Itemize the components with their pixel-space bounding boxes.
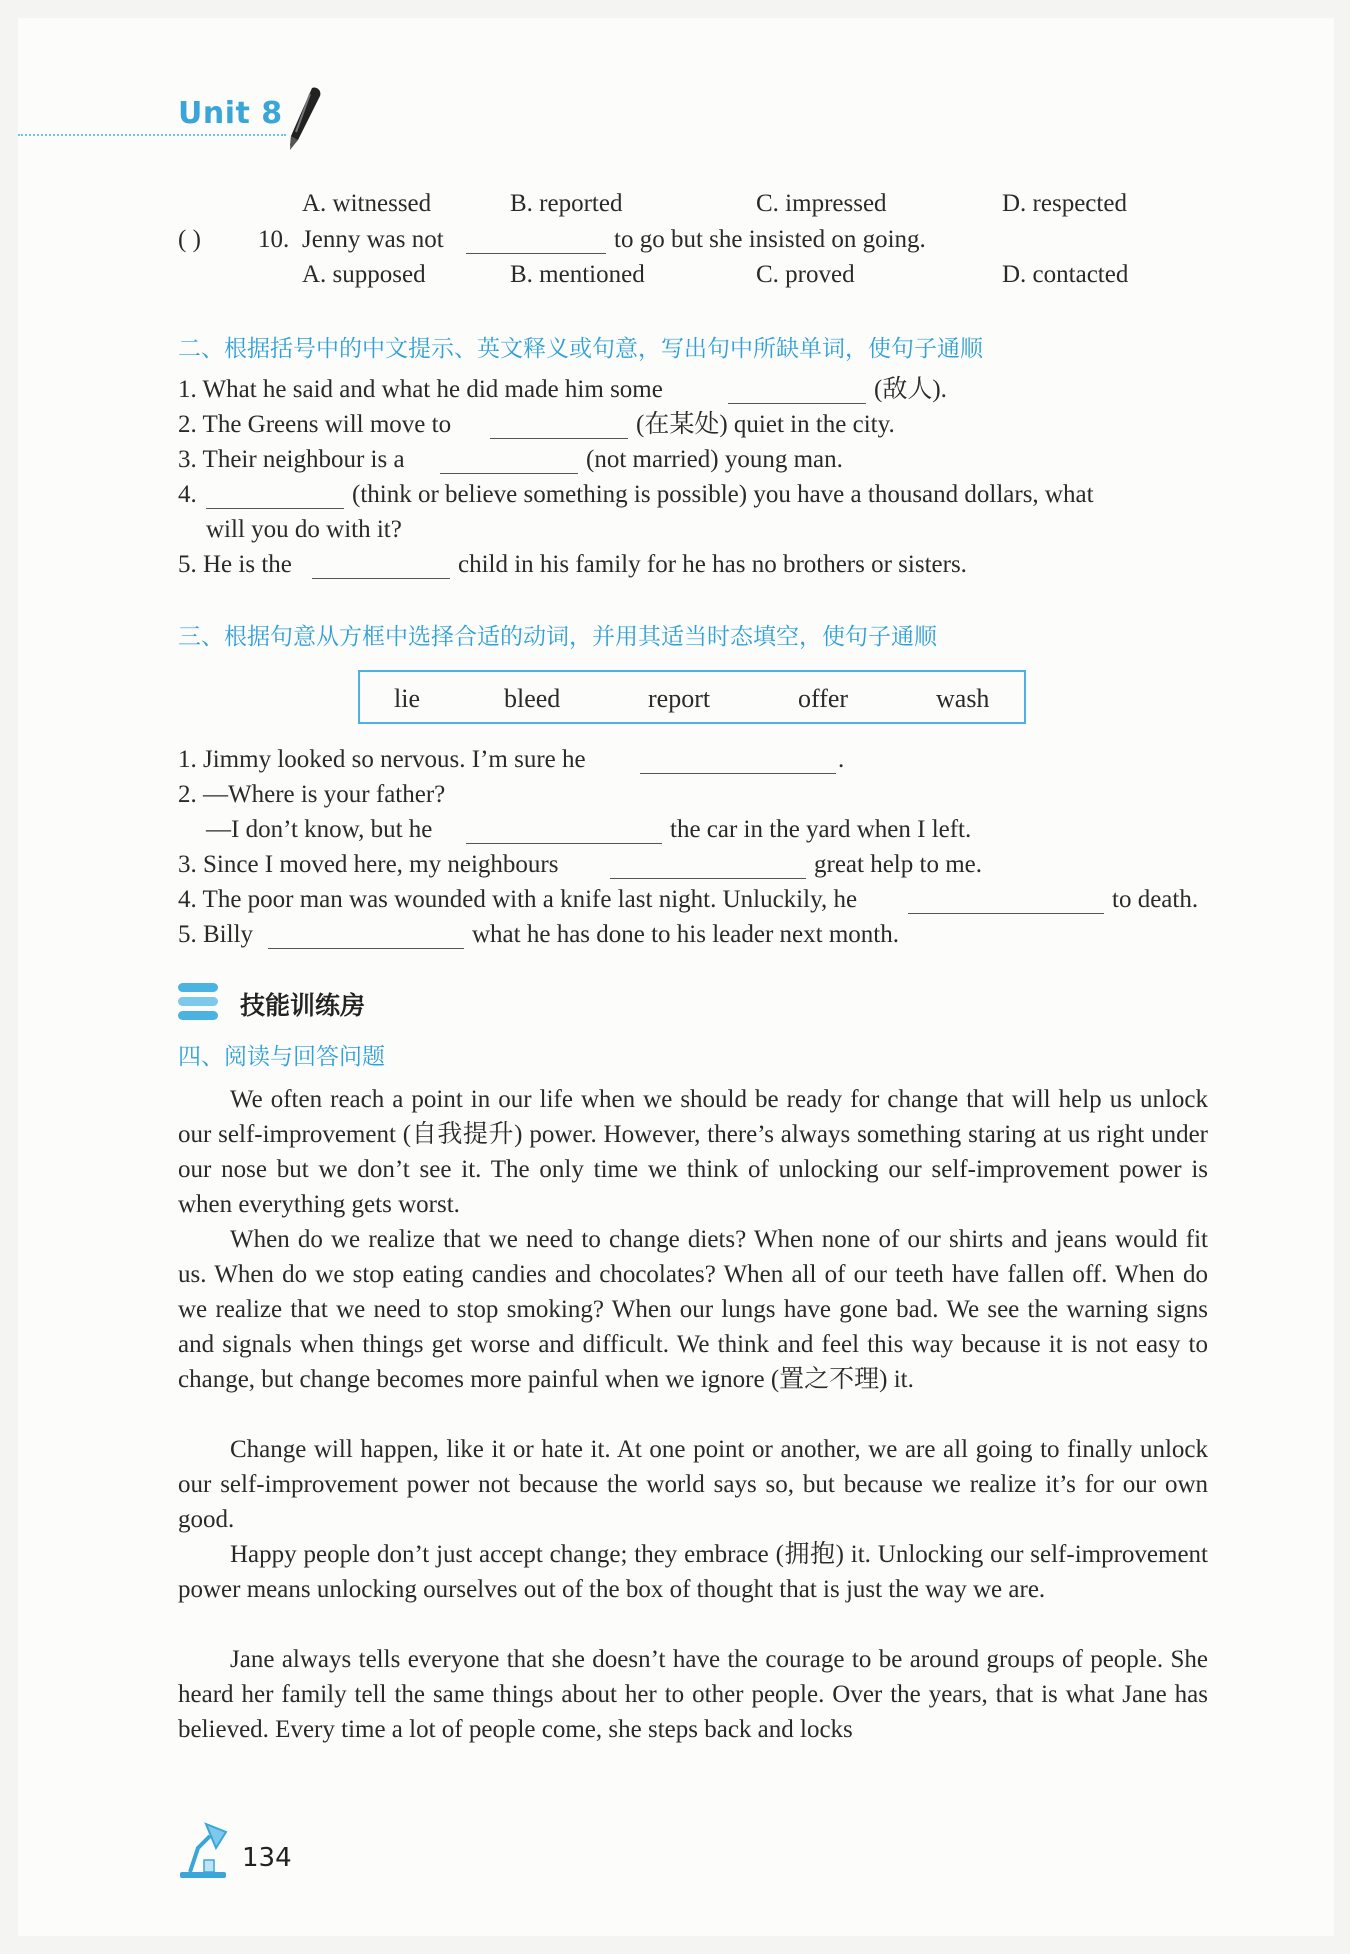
s3-item2-blank [466, 842, 662, 844]
s2-item3-before: 3. Their neighbour is a [178, 446, 405, 473]
s2-item1-after: (敌人). [874, 376, 947, 403]
s2-item3-blank [440, 472, 578, 474]
header-rule [18, 134, 286, 136]
q10-option-b: B. mentioned [510, 261, 645, 288]
skills-title: 技能训练房 [240, 991, 366, 1020]
s3-item4-blank [908, 912, 1104, 914]
word-lie: lie [394, 684, 420, 713]
q9-option-a: A. witnessed [302, 190, 432, 217]
q10-blank [466, 252, 606, 254]
desk-lamp-icon [176, 1818, 232, 1882]
s2-item4-cont: will you do with it? [206, 516, 402, 543]
s3-item2-answer-before: —I don’t know, but he [206, 816, 433, 843]
unit-title: Unit 8 [178, 96, 283, 131]
s3-item1-blank [640, 772, 836, 774]
s3-item1-before: 1. Jimmy looked so nervous. I’m sure he [178, 746, 586, 773]
q10-text-after: to go but she insisted on going. [614, 226, 926, 253]
reading-paragraph-3: Change will happen, like it or hate it. At one point or another, we are all going to finally unlock our self-improvement power not because the world says so, but because we realize it’s for our own good. [178, 1436, 1208, 1533]
word-offer: offer [798, 684, 849, 713]
reading-paragraph-1: We often reach a point in our life when we should be ready for change that will help us unlock our self-improvement (自我提升) power. However, there’s always something staring at us right under our nose but we don’t see it. The only time we think of unlocking our self-improvement power is when everything gets worst. [178, 1086, 1208, 1218]
s2-item1-blank [728, 402, 866, 404]
q10-option-a: A. supposed [302, 261, 426, 288]
reading-paragraph-5: Jane always tells everyone that she doesn’t have the courage to be around groups of people. She heard her family tell the same things about her to other people. Over the years, that is what Jane has believed. Every time a lot of people come, she steps back and locks [178, 1646, 1208, 1743]
skills-section-icon [176, 980, 222, 1024]
s2-item4-blank [206, 507, 344, 509]
s3-item1-after: . [838, 746, 845, 773]
s3-item2-question: 2. —Where is your father? [178, 781, 446, 808]
page-number: 134 [242, 1843, 292, 1873]
q9-option-b: B. reported [510, 190, 623, 217]
s2-item4-number: 4. [178, 481, 197, 508]
pen-icon [282, 84, 326, 154]
word-box [358, 670, 1026, 724]
s2-item1-before: 1. What he said and what he did made him some [178, 376, 663, 403]
s3-item4-before: 4. The poor man was wounded with a knife last night. Unluckily, he [178, 886, 858, 913]
q9-option-d: D. respected [1002, 190, 1127, 217]
s3-item3-after: great help to me. [814, 851, 982, 878]
s3-item3-before: 3. Since I moved here, my neighbours [178, 851, 559, 878]
q10-answer-paren: ( ) [178, 226, 201, 253]
s2-item5-before: 5. He is the [178, 551, 292, 578]
section3-title: 三、根据句意从方框中选择合适的动词，并用其适当时态填空，使句子通顺 [178, 624, 937, 650]
s2-item5-after: child in his family for he has no brothers or sisters. [458, 551, 967, 578]
section2-title: 二、根据括号中的中文提示、英文释义或句意，写出句中所缺单词，使句子通顺 [178, 336, 983, 362]
q10-text-before: Jenny was not [302, 226, 444, 253]
s3-item5-after: what he has done to his leader next month. [472, 921, 899, 948]
s3-item5-before: 5. Billy [178, 921, 254, 948]
q10-option-d: D. contacted [1002, 261, 1129, 288]
s2-item5-blank [312, 577, 450, 579]
s3-item3-blank [610, 877, 806, 879]
s3-item5-blank [268, 947, 464, 949]
word-report: report [648, 684, 711, 713]
word-wash: wash [936, 684, 990, 713]
q10-number: 10. [258, 226, 290, 253]
word-bleed: bleed [504, 684, 561, 713]
s2-item4-after: (think or believe something is possible) you have a thousand dollars, what [352, 481, 1094, 508]
s2-item3-after: (not married) young man. [586, 446, 843, 473]
s2-item2-blank [490, 437, 628, 439]
q9-option-c: C. impressed [756, 190, 887, 217]
reading-paragraph-4: Happy people don’t just accept change; they embrace (拥抱) it. Unlocking our self-improvement power means unlocking ourselves out of the box of thought that is just the way we are. [178, 1541, 1208, 1603]
s2-item2-before: 2. The Greens will move to [178, 411, 452, 438]
section4-title: 四、阅读与回答问题 [178, 1044, 385, 1070]
s2-item2-after: (在某处) quiet in the city. [636, 411, 895, 438]
s3-item2-answer-after: the car in the yard when I left. [670, 816, 972, 843]
q10-option-c: C. proved [756, 261, 855, 288]
reading-paragraph-2: When do we realize that we need to change diets? When none of our shirts and jeans would fit us. When do we stop eating candies and chocolates? When all of our teeth have fallen off. When do we realize that we need to stop smoking? When our lungs have gone bad. We see the warning signs and signals when things get worse and difficult. We think and feel this way because it is not easy to change, but change becomes more painful when we ignore (置之不理) it. [178, 1226, 1208, 1393]
s3-item4-after: to death. [1112, 886, 1199, 913]
